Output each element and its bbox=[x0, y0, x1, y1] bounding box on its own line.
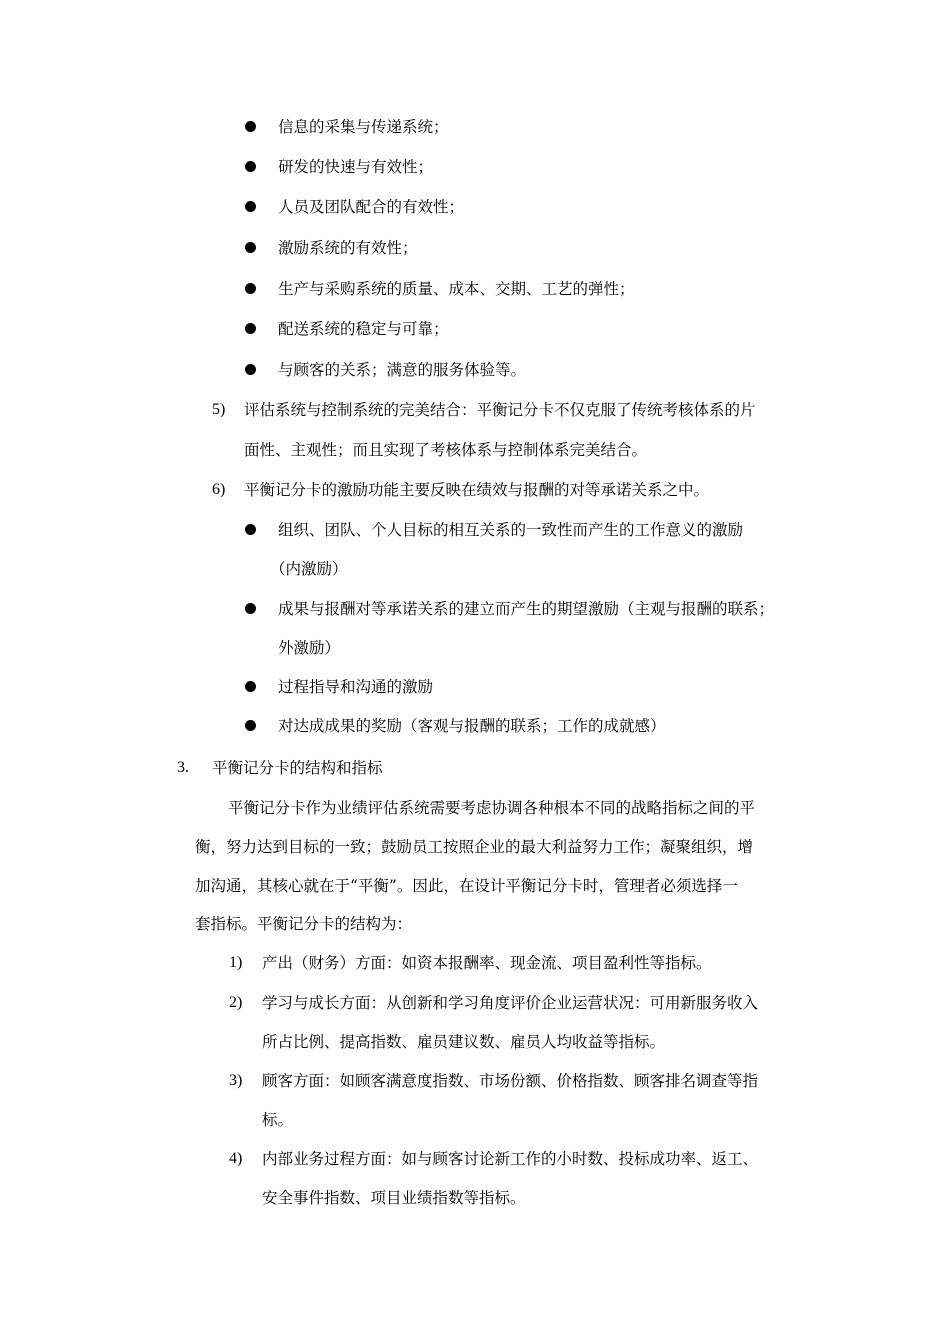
list-item: 对达成成果的奖励（客观与报酬的联系；工作的成就感） bbox=[278, 717, 666, 735]
bullet-dot-icon bbox=[245, 161, 256, 172]
list-item-continuation: 外激励） bbox=[278, 639, 341, 657]
item-number: 6) bbox=[212, 481, 226, 498]
item-number: 4) bbox=[229, 1150, 243, 1167]
list-item: 配送系统的稳定与可靠； bbox=[278, 320, 449, 338]
list-item: 过程指导和沟通的激励 bbox=[278, 678, 434, 696]
item-text-line: 产出（财务）方面：如资本报酬率、现金流、项目盈利性等指标。 bbox=[262, 954, 712, 972]
item-text-line: 学习与成长方面：从创新和学习角度评价企业运营状况：可用新服务收入 bbox=[262, 994, 759, 1012]
item-number: 1) bbox=[229, 954, 243, 971]
bullet-dot-icon bbox=[245, 720, 256, 731]
section-number: 3. bbox=[177, 759, 189, 776]
paragraph-line: 平衡记分卡作为业绩评估系统需要考虑协调各种根本不同的战略指标之间的平 bbox=[228, 799, 756, 817]
paragraph-line: 套指标。平衡记分卡的结构为： bbox=[195, 915, 413, 933]
bullet-dot-icon bbox=[245, 283, 256, 294]
list-item: 人员及团队配合的有效性； bbox=[278, 198, 465, 216]
item-text-line: 安全事件指数、项目业绩指数等指标。 bbox=[262, 1189, 526, 1207]
list-item: 信息的采集与传递系统； bbox=[278, 118, 449, 136]
list-item: 研发的快速与有效性； bbox=[278, 158, 434, 176]
item-number: 2) bbox=[229, 994, 243, 1011]
item-text-line: 平衡记分卡的激励功能主要反映在绩效与报酬的对等承诺关系之中。 bbox=[244, 481, 710, 499]
item-text-line: 面性、主观性；而且实现了考核体系与控制体系完美结合。 bbox=[244, 441, 648, 459]
list-item: 组织、团队、个人目标的相互关系的一致性而产生的工作意义的激励 bbox=[278, 521, 744, 539]
item-text-line: 内部业务过程方面：如与顾客讨论新工作的小时数、投标成功率、返工、 bbox=[262, 1150, 759, 1168]
bullet-dot-icon bbox=[245, 524, 256, 535]
list-item: 与顾客的关系；满意的服务体验等。 bbox=[278, 361, 527, 379]
list-item: 激励系统的有效性； bbox=[278, 239, 418, 257]
list-item-continuation: （内激励） bbox=[270, 560, 348, 578]
bullet-dot-icon bbox=[245, 121, 256, 132]
item-number: 5) bbox=[212, 401, 226, 418]
item-text-line: 评估系统与控制系统的完美结合：平衡记分卡不仅克服了传统考核体系的片 bbox=[244, 401, 756, 419]
paragraph-line: 加沟通，其核心就在于“平衡”。因此，在设计平衡记分卡时，管理者必须选择一 bbox=[195, 877, 738, 895]
bullet-dot-icon bbox=[245, 201, 256, 212]
item-text-line: 所占比例、提高指数、雇员建议数、雇员人均收益等指标。 bbox=[262, 1033, 666, 1051]
bullet-dot-icon bbox=[245, 681, 256, 692]
item-number: 3) bbox=[229, 1072, 243, 1089]
bullet-dot-icon bbox=[245, 603, 256, 614]
bullet-dot-icon bbox=[245, 323, 256, 334]
bullet-dot-icon bbox=[245, 364, 256, 375]
paragraph-line: 衡，努力达到目标的一致；鼓励员工按照企业的最大利益努力工作；凝聚组织，增 bbox=[195, 838, 754, 856]
item-text-line: 标。 bbox=[262, 1111, 294, 1129]
list-item: 成果与报酬对等承诺关系的建立而产生的期望激励（主观与报酬的联系； bbox=[278, 600, 775, 618]
list-item: 生产与采购系统的质量、成本、交期、工艺的弹性； bbox=[278, 280, 635, 298]
bullet-dot-icon bbox=[245, 242, 256, 253]
section-title: 平衡记分卡的结构和指标 bbox=[212, 759, 383, 777]
item-text-line: 顾客方面：如顾客满意度指数、市场份额、价格指数、顾客排名调查等指 bbox=[262, 1072, 759, 1090]
